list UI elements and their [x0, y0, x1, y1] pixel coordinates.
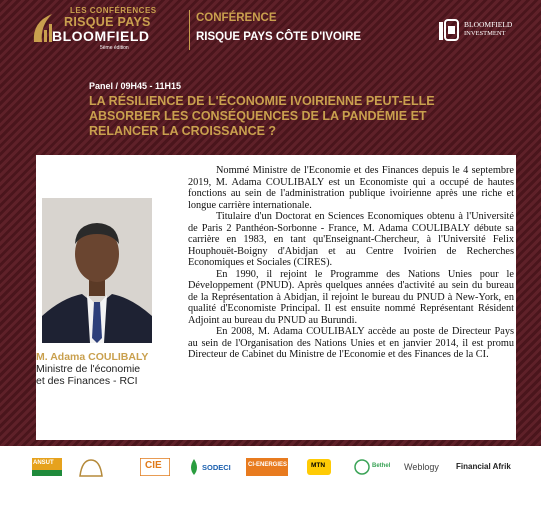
bloomfield-investment-logo — [438, 18, 538, 44]
sponsor-financial-afrik: Financial Afrik — [456, 462, 511, 471]
speaker-role-line-1: Ministre de l'économie — [36, 363, 141, 375]
speaker-name: M. Adama COULIBALY — [36, 351, 149, 363]
sponsor-bethel: Bethel — [372, 463, 391, 469]
sponsor-ansut: ANSUT — [33, 460, 54, 466]
sponsor-sodeci: SODECI — [202, 463, 231, 472]
bloomfield-mark-icon — [438, 18, 460, 42]
sponsor-cie: CIE — [145, 460, 162, 471]
conference-logo — [30, 6, 180, 54]
sponsor-ci-energies: CI-ENERGIES — [248, 462, 288, 468]
header-divider — [189, 10, 190, 50]
sodeci-drop-icon — [188, 458, 200, 476]
bio-paragraph: Titulaire d'un Doctorat en Sciences Economiques obtenu à l'Université de Paris 2 Panthéon-Sorbonne - France, M. Adama COULIBALY débute sa carrière en 1983, en tant qu'Enseignant-Chercheur, à l'Université Felix Houphouët-Boigny d'Abidjan et au Centre Ivoirien de Recherches Economiques et Sociales (CIRES). — [188, 211, 514, 268]
bio-paragraph: Nommé Ministre de l'Economie et des Finances depuis le 4 septembre 2019, M. Adama COULIBALY est un Economiste qui a occupé de hautes fonctions au sein de l'administration publique ivoirienne après une riche et longue carrière internationale. — [188, 165, 514, 211]
partner-logo-line-1: BLOOMFIELD — [464, 20, 513, 29]
speaker-bio — [188, 165, 514, 361]
sponsor-crest-icon — [78, 458, 104, 478]
bio-paragraph: En 2008, M. Adama COULIBALY accède au poste de Directeur Pays au sein de l'Organisation des Nations Unies et en janvier 2014, il est promu Directeur de Cabinet du Ministre de l'Economie et des Finances de la CI. — [188, 326, 514, 360]
logo-line-1: LES CONFÉRENCES — [70, 6, 157, 15]
panel-title: LA RÉSILIENCE DE L'ÉCONOMIE IVOIRIENNE PEUT-ELLE ABSORBER LES CONSÉQUENCES DE LA PANDÉMIE ET RELANCER LA CROISSANCE ? — [89, 94, 435, 138]
logo-edition: 5ème édition — [100, 45, 129, 51]
bethel-logo-icon — [354, 458, 370, 476]
partner-logo-line-2: INVESTMENT — [464, 30, 506, 37]
panel-time: Panel / 09H45 - 11H15 — [89, 81, 182, 91]
conference-title: CONFÉRENCE — [196, 12, 277, 24]
logo-line-3: BLOOMFIELD — [52, 28, 150, 44]
sponsor-weblogy: Weblogy — [404, 462, 439, 472]
speaker-role-line-2: et des Finances - RCI — [36, 375, 138, 387]
conference-subtitle: RISQUE PAYS CÔTE D'IVOIRE — [196, 31, 362, 43]
content-card — [36, 155, 516, 440]
sponsor-mtn: MTN — [311, 462, 326, 469]
bio-paragraph: En 1990, il rejoint le Programme des Nations Unies pour le Développement (PNUD). Après quelques années d'activité au sein du bureau de la Représentation à Abidjan, il rejoint le bureau du PNUD à New-York, en qualité d'Economiste Principal. Il est ensuite nommé Représentant Résident Adjoint au bureau du PNUD au Burundi. — [188, 268, 514, 326]
sponsor-bar — [0, 446, 541, 514]
speaker-photo — [42, 198, 152, 343]
logo-line-2: RISQUE PAYS — [64, 15, 151, 29]
